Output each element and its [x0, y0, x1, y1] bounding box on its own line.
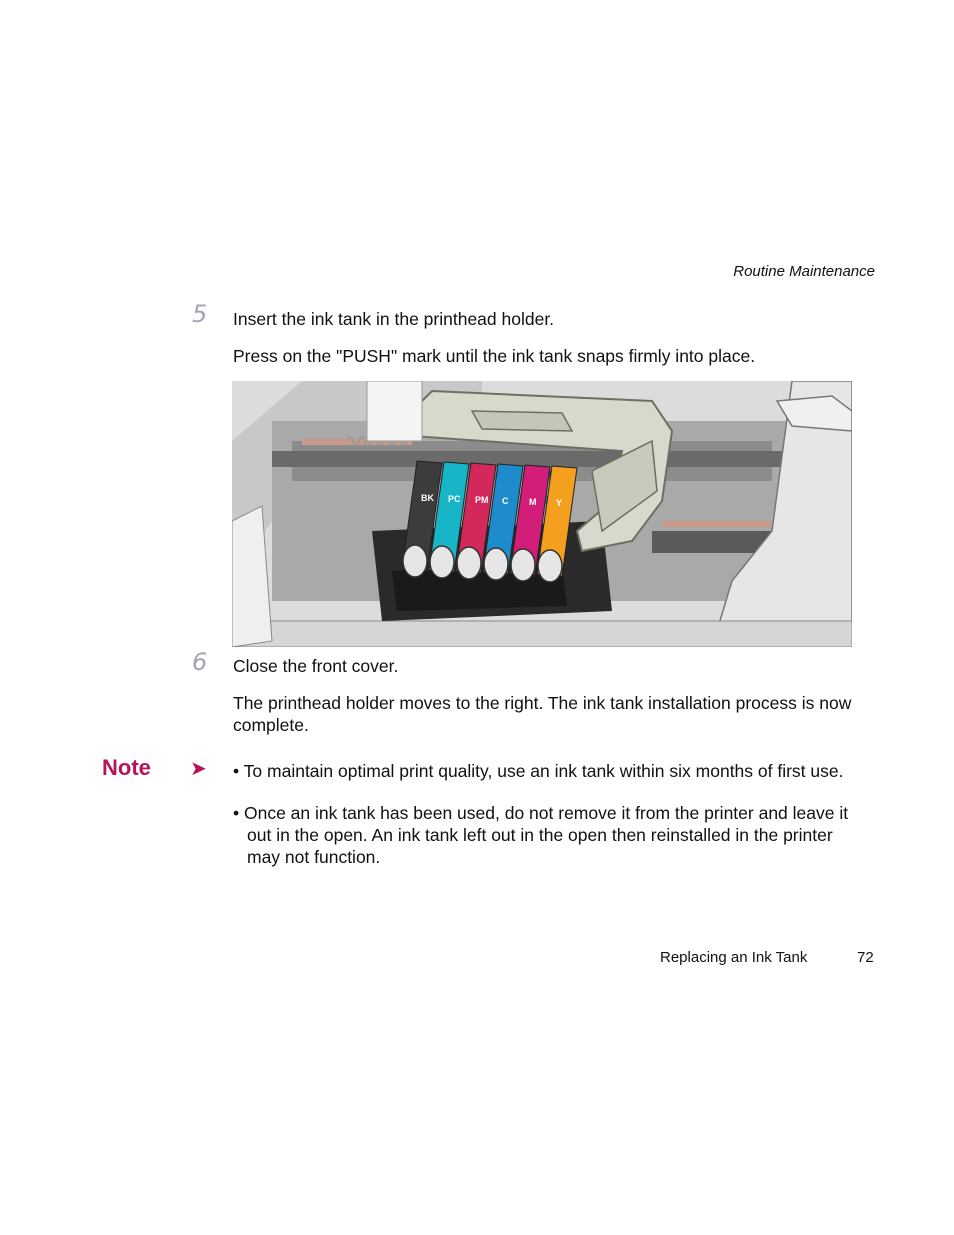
tank-lock-lever — [403, 545, 427, 577]
footer-topic: Replacing an Ink Tank — [660, 949, 808, 966]
tank-lock-lever — [538, 550, 562, 582]
printer-drawing — [232, 381, 852, 647]
tank-label: M — [529, 497, 537, 507]
tank-lock-lever — [484, 548, 508, 580]
step-6-detail: The printhead holder moves to the right. The ink tank installation process is now complete. — [233, 693, 852, 735]
tank-label: BK — [421, 493, 434, 503]
note-label: Note — [102, 755, 151, 780]
note-bullet-2: • Once an ink tank has been used, do not remove it from the printer and leave it out in the open. An ink tank left out in the open then reinstalled in the printer may not function. — [233, 803, 849, 867]
running-header: Routine Maintenance — [733, 263, 875, 280]
note-bullet-1: • To maintain optimal print quality, use an ink tank within six months of first use. — [233, 761, 844, 781]
step-5-number: 5 — [192, 300, 208, 328]
tank-lock-lever — [430, 546, 454, 578]
tank-label: C — [502, 496, 509, 506]
tank-lock-lever — [511, 549, 535, 581]
note-arrow-icon: ➤ — [190, 758, 207, 780]
printhead-illustration — [232, 381, 852, 647]
step-6-title: Close the front cover. — [233, 656, 399, 676]
step-5-title: Insert the ink tank in the printhead holder. — [233, 309, 555, 329]
step-5-detail: Press on the "PUSH" mark until the ink tank snaps firmly into place. — [233, 346, 756, 366]
tank-label: Y — [556, 498, 563, 508]
tank-lock-lever — [457, 547, 481, 579]
tank-label: PM — [475, 495, 489, 505]
footer-page-number: 72 — [857, 949, 874, 966]
tank-label: PC — [448, 494, 461, 504]
step-6-number: 6 — [192, 648, 208, 676]
